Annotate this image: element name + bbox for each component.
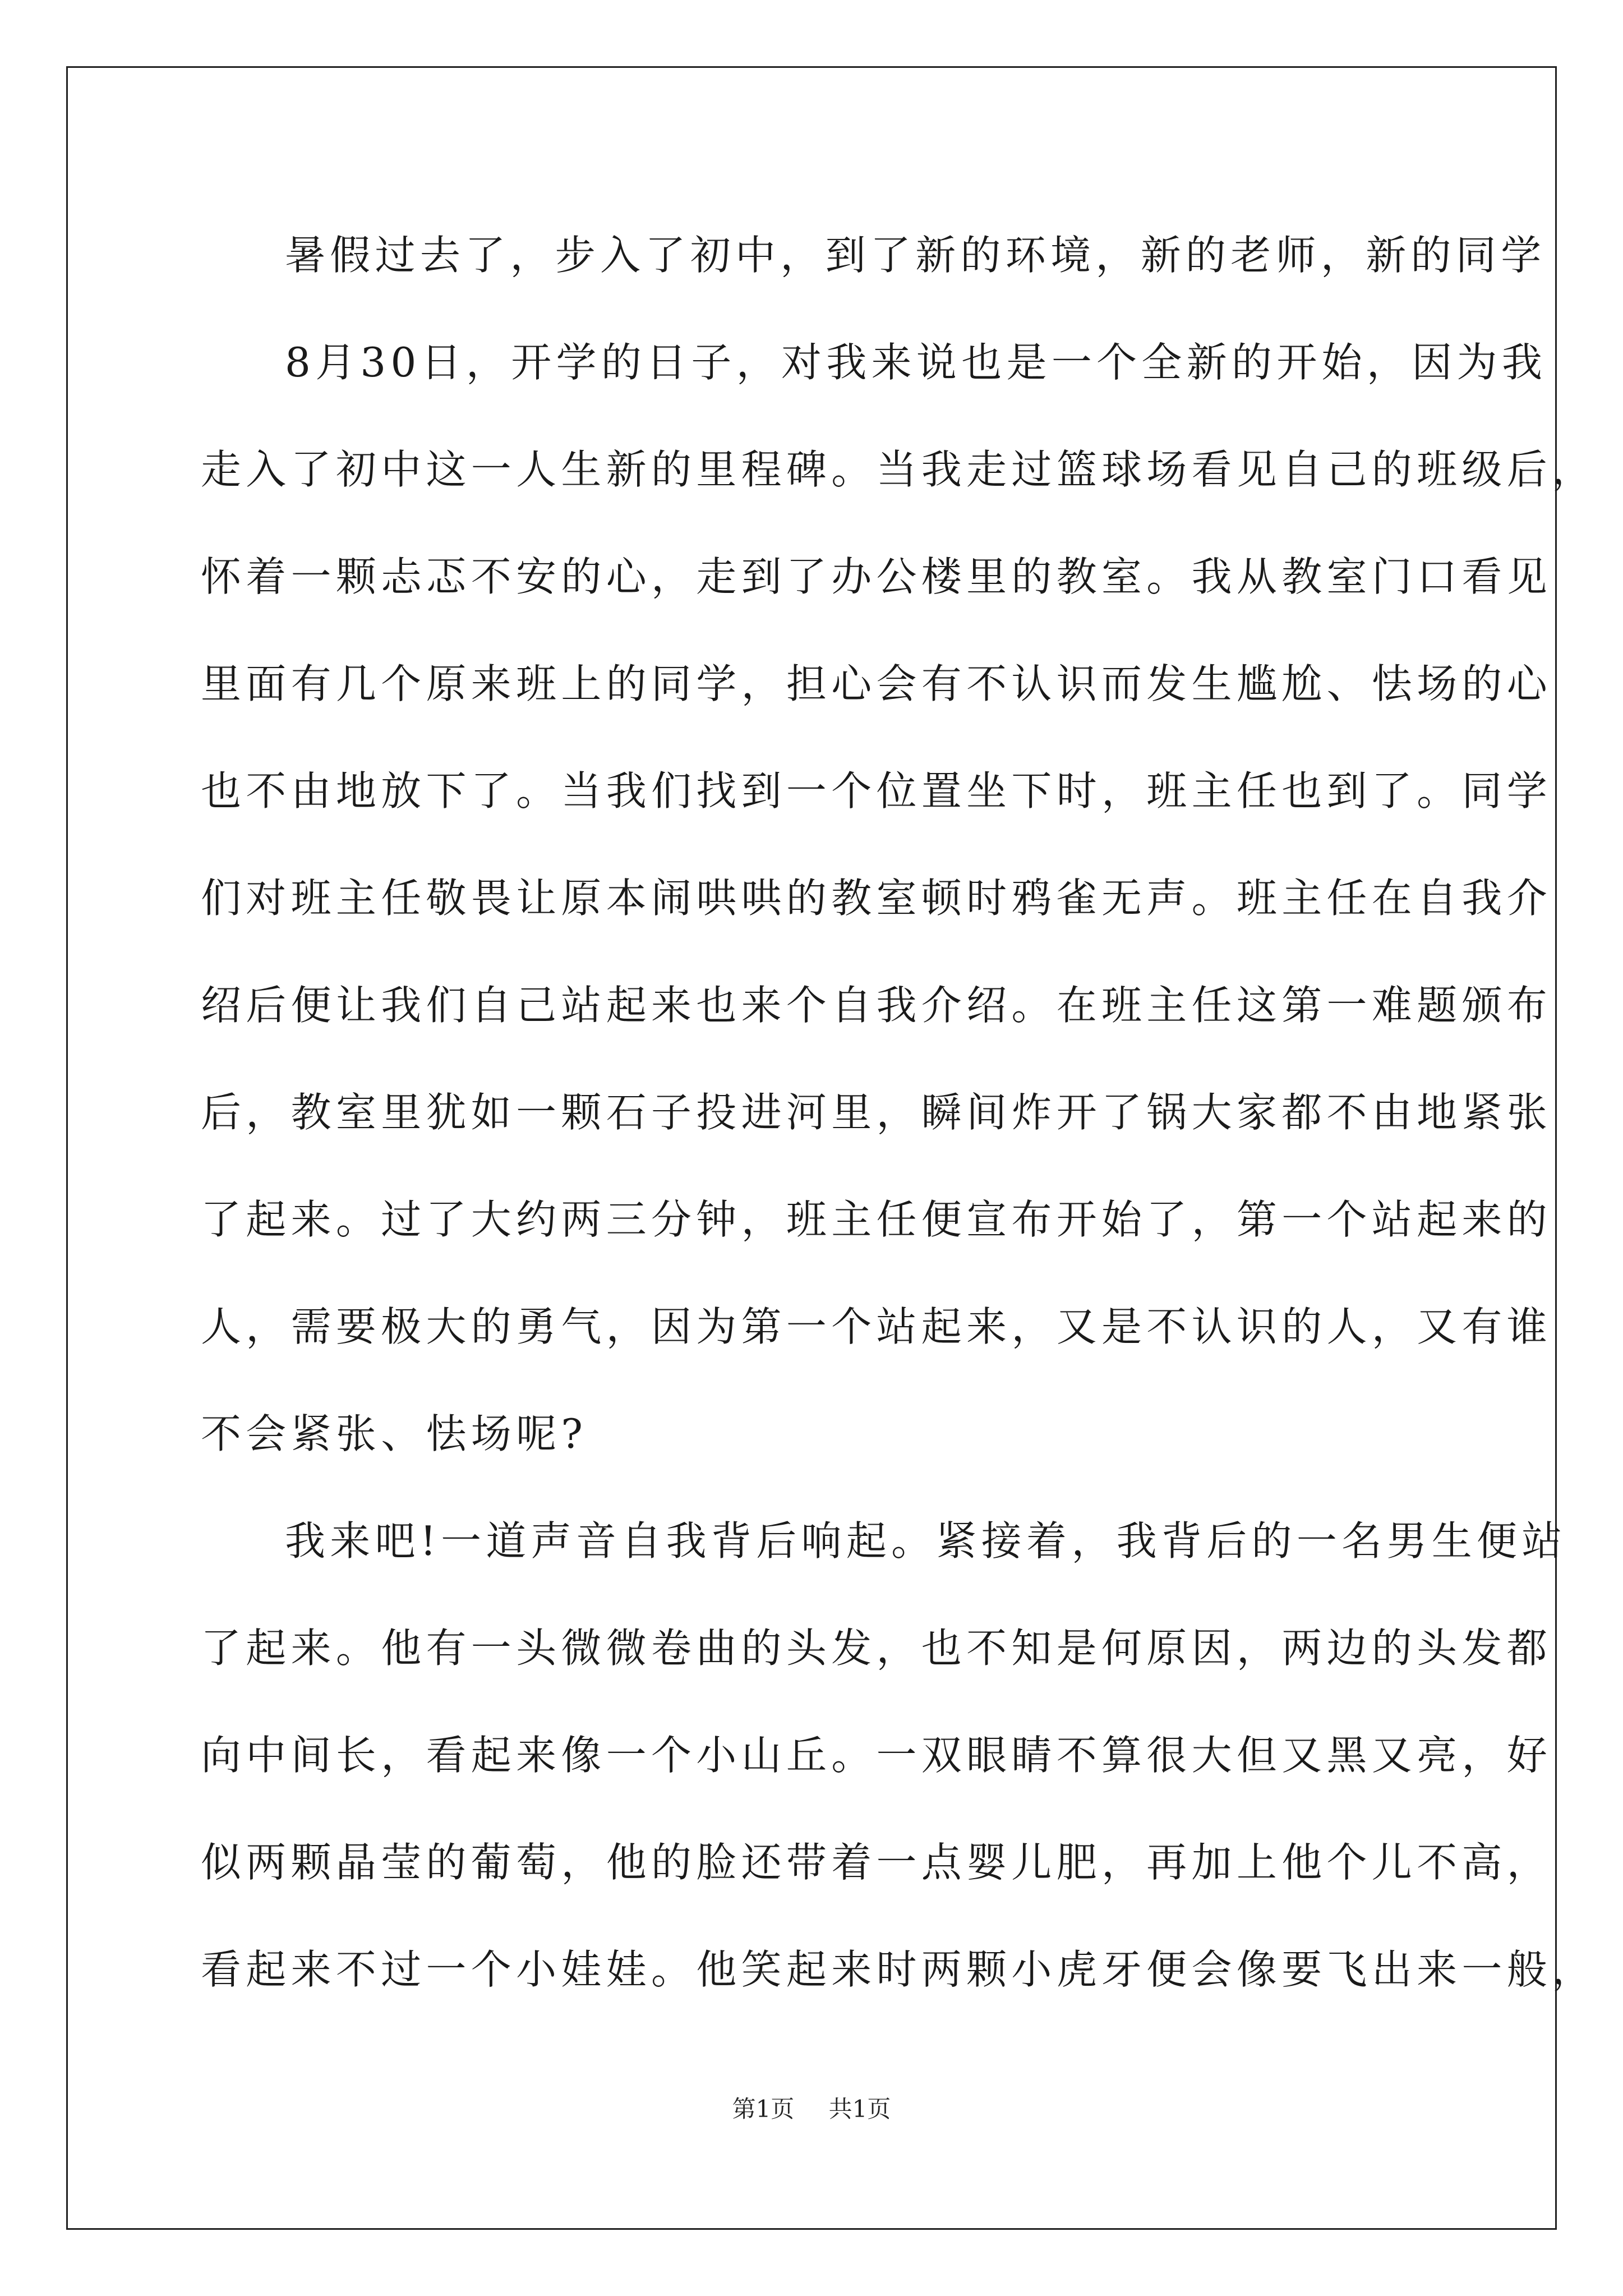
paragraph-line: 不会紧张、怯场呢?: [201, 1410, 588, 1457]
paragraph-line: 也不由地放下了。当我们找到一个位置坐下时，班主任也到了。同学: [201, 767, 1552, 815]
paragraph-line: 看起来不过一个小娃娃。他笑起来时两颗小虎牙便会像要飞出来一般，: [201, 1946, 1597, 1993]
paragraph-line: 向中间长，看起来像一个小山丘。一双眼睛不算很大但又黑又亮，好: [201, 1732, 1552, 1779]
paragraph-line: 似两颗晶莹的葡萄，他的脸还带着一点婴儿肥，再加上他个儿不高，: [201, 1839, 1552, 1886]
paragraph-line: 人，需要极大的勇气，因为第一个站起来，又是不认识的人，又有谁: [201, 1303, 1552, 1350]
paragraph-line: 暑假过去了，步入了初中，到了新的环境，新的老师，新的同学: [285, 232, 1546, 279]
total-pages: 共1页: [828, 2095, 891, 2123]
paragraph-line: 里面有几个原来班上的同学，担心会有不认识而发生尴尬、怯场的心: [201, 660, 1552, 707]
paragraph-line: 走入了初中这一人生新的里程碑。当我走过篮球场看见自己的班级后，: [201, 446, 1597, 493]
page-number: 第1页: [732, 2095, 795, 2123]
paragraph-line: 绍后便让我们自己站起来也来个自我介绍。在班主任这第一难题颁布: [201, 982, 1552, 1029]
paragraph-line: 后，教室里犹如一颗石子投进河里，瞬间炸开了锅大家都不由地紧张: [201, 1089, 1552, 1136]
paragraph-line: 了起来。过了大约两三分钟，班主任便宣布开始了，第一个站起来的: [201, 1196, 1552, 1243]
paragraph-line: 怀着一颗忐忑不安的心，走到了办公楼里的教室。我从教室门口看见: [201, 553, 1552, 600]
paragraph-line: 们对班主任敬畏让原本闹哄哄的教室顿时鸦雀无声。班主任在自我介: [201, 875, 1552, 922]
paragraph-line: 了起来。他有一头微微卷曲的头发，也不知是何原因，两边的头发都: [201, 1625, 1552, 1672]
paragraph-line: 8月30日，开学的日子，对我来说也是一个全新的开始，因为我: [285, 339, 1547, 386]
page-footer: [0, 2092, 1623, 2126]
essay-body: [201, 202, 1597, 2023]
paragraph-line: 我来吧!一道声音自我背后响起。紧接着，我背后的一名男生便站: [285, 1517, 1567, 1565]
